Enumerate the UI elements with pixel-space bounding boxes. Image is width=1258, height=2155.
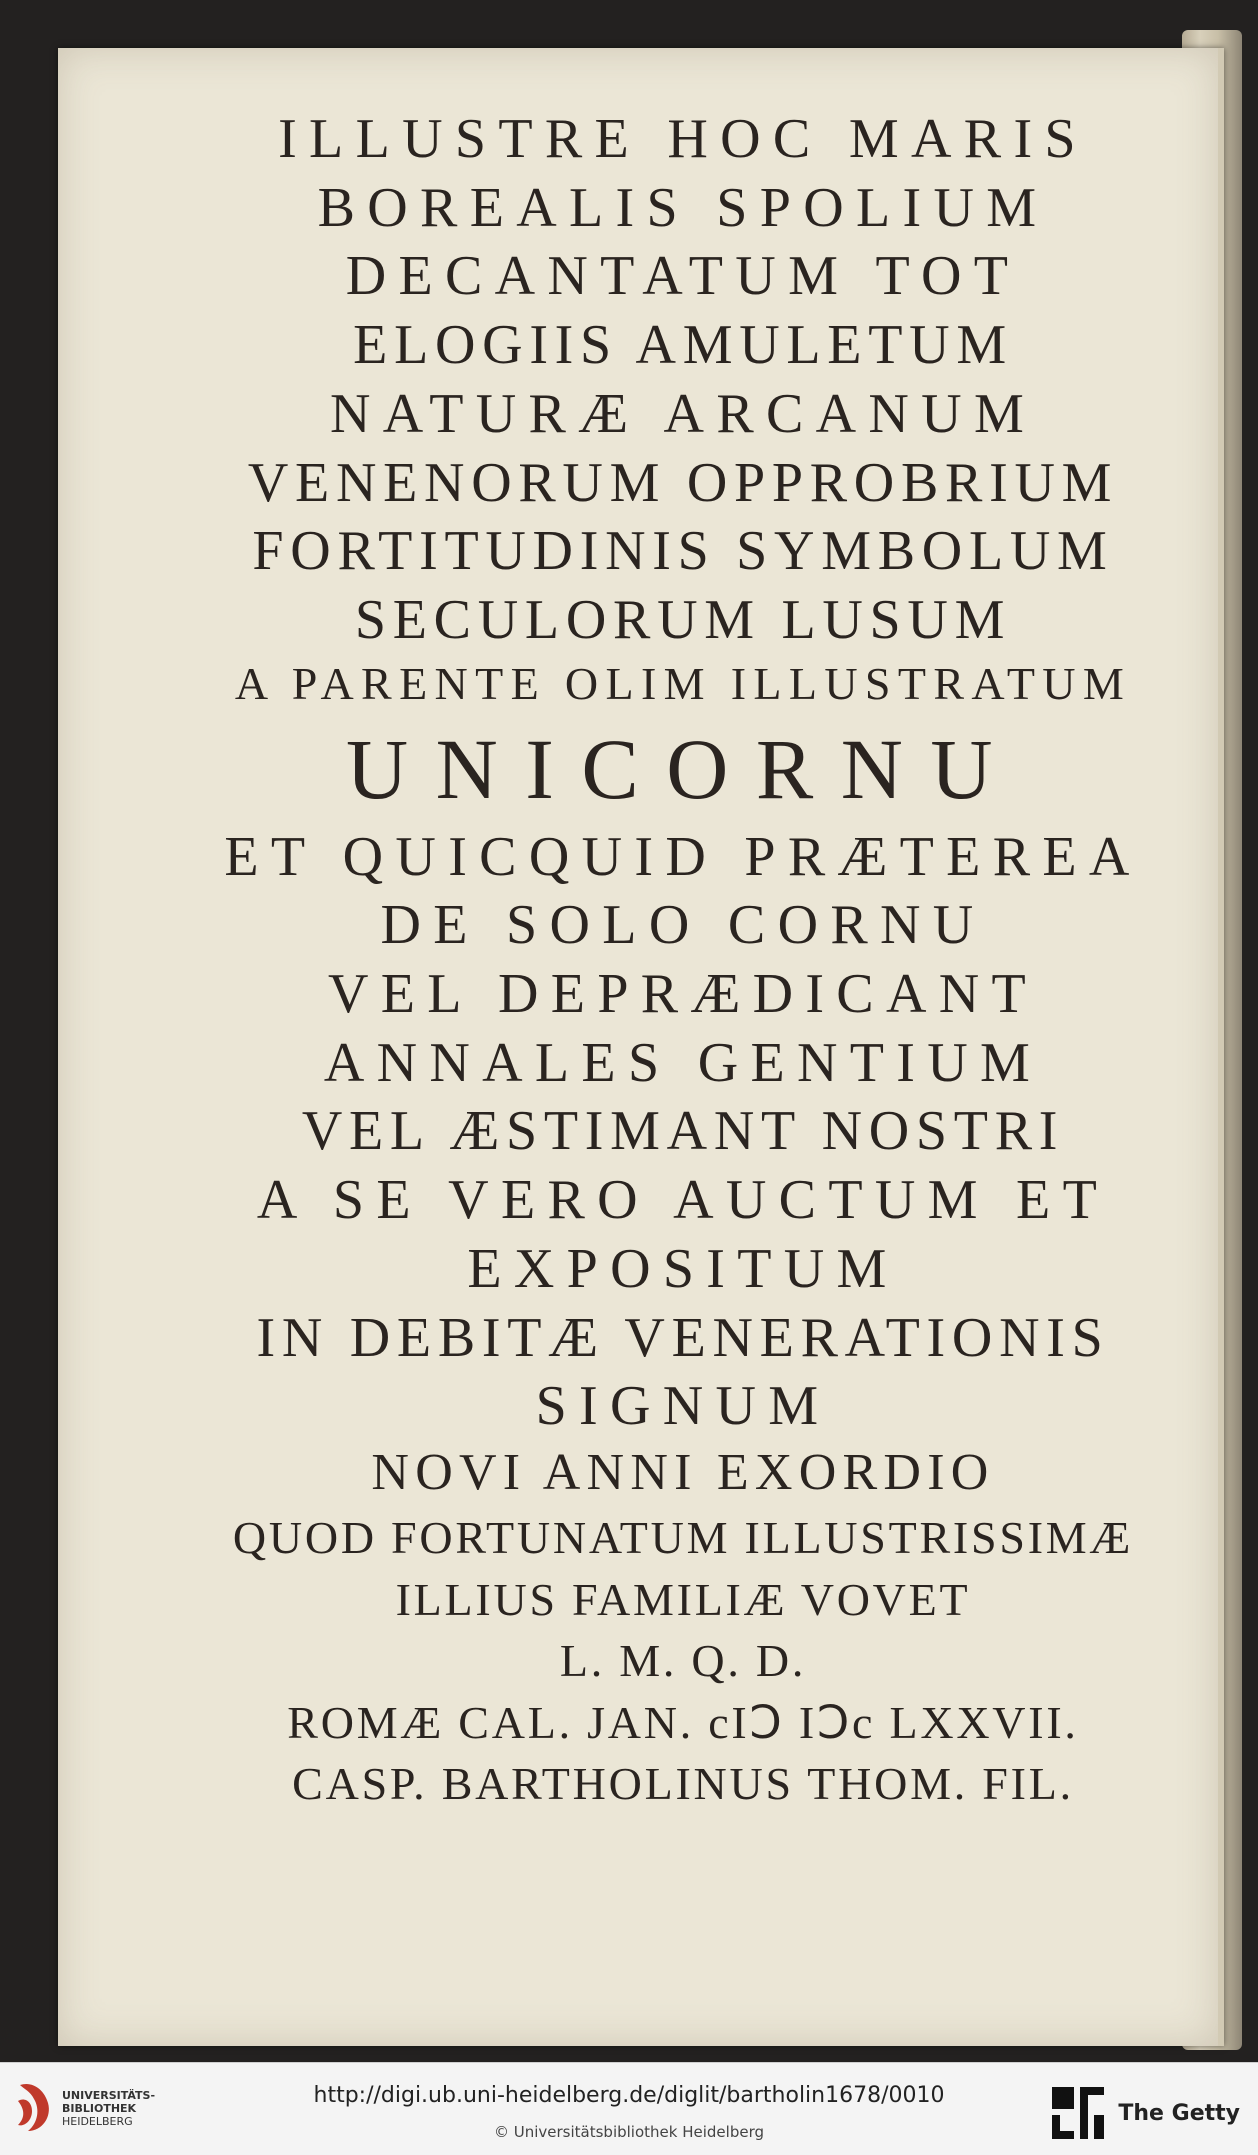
text-line: VENENORUM OPPROBRIUM	[247, 451, 1119, 514]
library-logo-line3: HEIDELBERG	[62, 2114, 133, 2128]
copyright-notice: © Universitätsbibliothek Heidelberg	[493, 2123, 764, 2141]
text-line: FORTITUDINIS SYMBOLUM	[252, 520, 1114, 583]
text-line: VEL ÆSTIMANT NOSTRI	[301, 1100, 1065, 1163]
text-line: BOREALIS SPOLIUM	[317, 176, 1049, 239]
text-line: SECULORUM LUSUM	[354, 589, 1012, 652]
text-line: NOVI ANNI EXORDIO	[371, 1444, 995, 1502]
getty-mark-icon	[1050, 2085, 1106, 2141]
text-line: NATURÆ ARCANUM	[329, 382, 1037, 445]
text-line: VEL DEPRÆDICANT	[327, 963, 1039, 1026]
getty-name: The Getty	[1118, 2100, 1240, 2126]
text-line: ET QUICQUID PRÆTEREA	[224, 825, 1142, 888]
imprint-date-line: ROMÆ CAL. JAN. cIↃ IↃc LXXVII.	[287, 1696, 1079, 1748]
author-line: CASP. BARTHOLINUS THOM. FIL.	[292, 1758, 1074, 1810]
text-line: QUOD FORTUNATUM ILLUSTRISSIMÆ	[232, 1512, 1134, 1564]
text-line: ILLUSTRE HOC MARIS	[278, 108, 1088, 170]
text-line: EXPOSITUM	[467, 1237, 899, 1300]
library-logo-line1: UNIVERSITÄTS-	[62, 2088, 156, 2102]
text-line: A PARENTE OLIM ILLUSTRATUM	[234, 657, 1132, 709]
viewer-footer	[0, 2062, 1258, 2155]
book-page	[58, 48, 1224, 2046]
text-line: A SE VERO AUCTUM ET	[256, 1169, 1110, 1232]
getty-logo[interactable]	[1050, 2085, 1240, 2141]
text-line: ILLIUS FAMILIÆ VOVET	[395, 1573, 971, 1625]
text-line: ELOGIIS AMULETUM	[353, 314, 1013, 377]
text-line: DE SOLO CORNU	[380, 894, 986, 957]
title-word-unicornu: UNICORNU	[345, 721, 1021, 818]
title-page-text	[208, 108, 1158, 1818]
permalink-url[interactable]: http://digi.ub.uni-heidelberg.de/diglit/bartholin1678/0010	[313, 2083, 945, 2108]
library-logo-line2: BIBLIOTHEK	[62, 2101, 137, 2115]
text-line: L. M. Q. D.	[559, 1635, 807, 1687]
text-line: DECANTATUM TOT	[345, 245, 1021, 308]
text-line: ANNALES GENTIUM	[323, 1031, 1043, 1094]
text-line: IN DEBITÆ VENERATIONIS	[256, 1306, 1110, 1369]
text-line: SIGNUM	[535, 1375, 831, 1438]
